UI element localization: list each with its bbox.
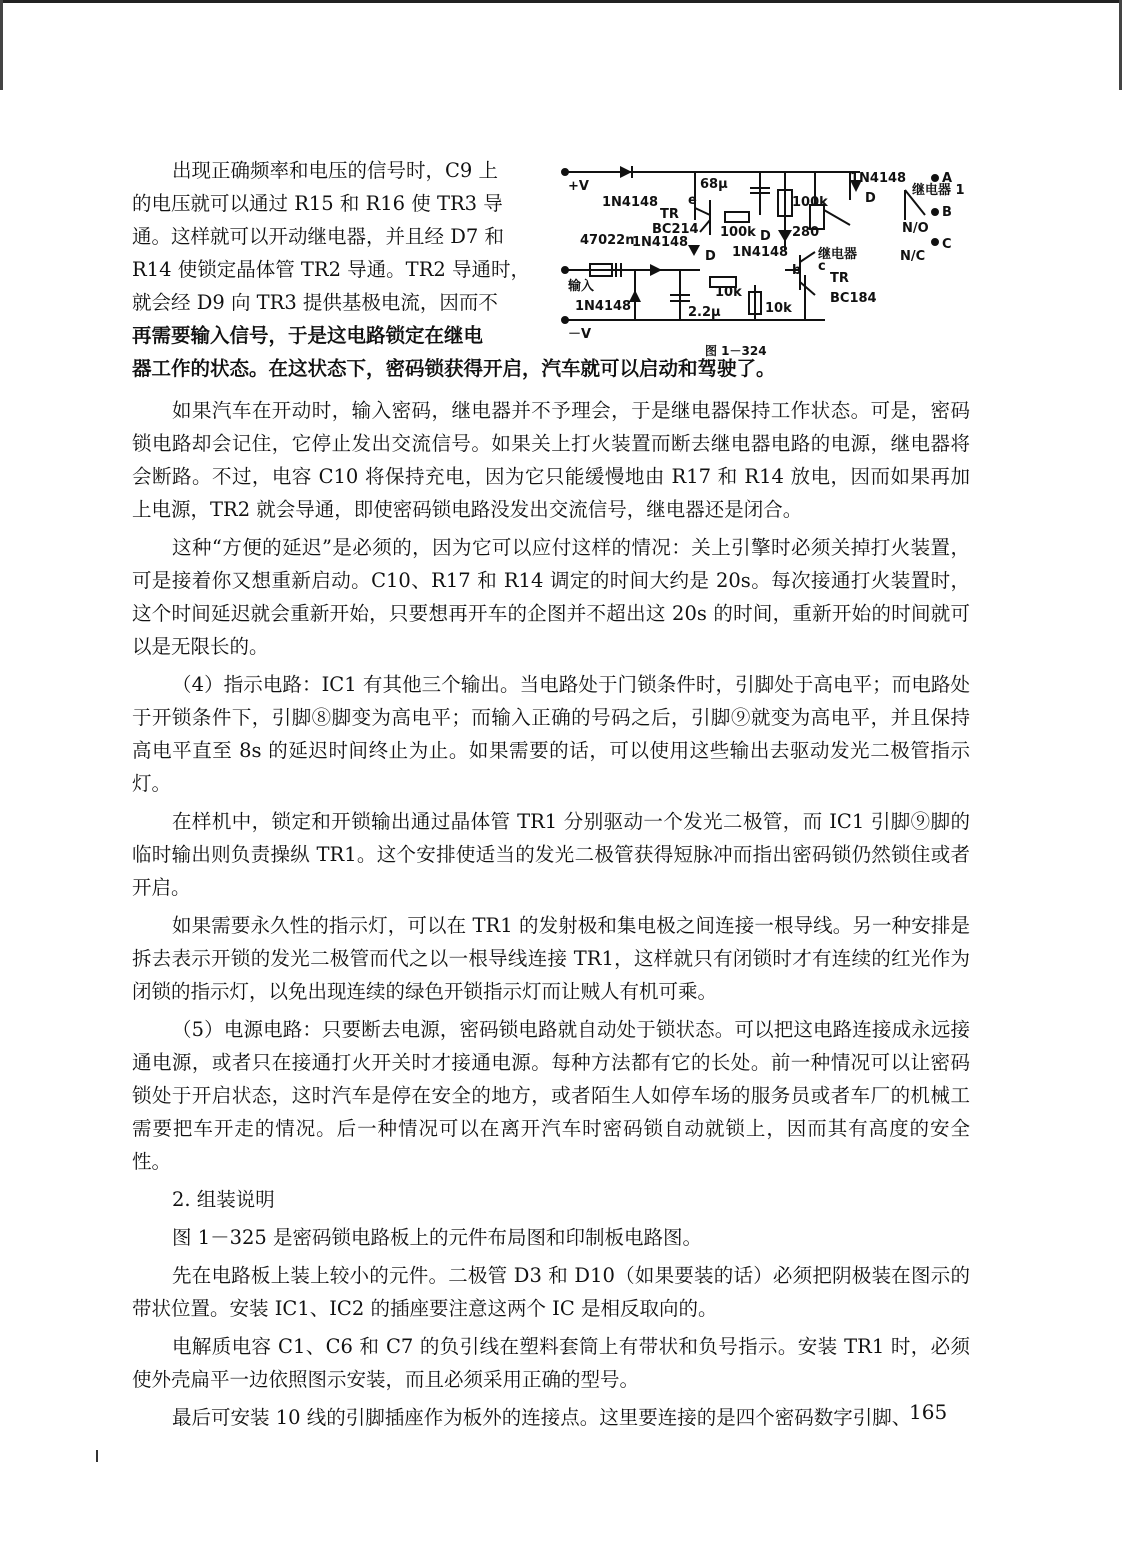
label-d-in: 1N4148 bbox=[575, 299, 632, 314]
circuit-diagram bbox=[560, 160, 980, 360]
paragraph: 如果需要永久性的指示灯，可以在 TR1 的发射极和集电极之间连接一根导线。另一种安排是拆去表示开锁的发光二极管而代之以一根导线连接 TR1，这样就只有闭锁时才有连续的红光作为闭锁的指示灯，以免出现连续的绿色开锁指示灯而让贼人有机可乘。 bbox=[132, 914, 970, 1003]
intro-line: 就会经 D9 向 TR3 提供基极电流，因而不 bbox=[132, 291, 498, 314]
paragraph: 电解质电容 C1、C6 和 C7 的负引线在塑料套筒上有带状和负号指示。安装 TR1 时，必须使外壳扁平一边依照图示安装，而且必须采用正确的型号。 bbox=[132, 1335, 970, 1391]
paragraph: 最后可安装 10 线的引脚插座作为板外的连接点。这里要连接的是四个密码数字引脚、 bbox=[172, 1406, 912, 1429]
label-b: B bbox=[942, 205, 952, 220]
section-heading: 2. 组装说明 bbox=[172, 1188, 275, 1211]
label-b-pin: b bbox=[792, 263, 802, 278]
label-relay: 继电器 bbox=[818, 247, 858, 262]
label-minus-v: －V bbox=[568, 327, 592, 340]
label-cap1: 47022n bbox=[580, 233, 635, 248]
circuit-svg bbox=[560, 160, 980, 340]
label-a: A bbox=[942, 171, 953, 186]
intro-line: R14 使锁定晶体管 TR2 导通。TR2 导通时， bbox=[132, 258, 530, 281]
label-tr-bottom: TR bbox=[830, 271, 849, 286]
paragraph: 这种“方便的延迟”是必须的，因为它可以应付这样的情况：关上引擎时必须关掉打火装置，可是接着你又想重新启动。C10、R17 和 R14 调定的时间大约是 20s。每次接通打火装置时，这个时间延迟就会重新开始，只要想再开车的企图并不超出这 20s 的时间，重新开始的时间就可以是无限长的。 bbox=[132, 536, 970, 658]
intro-line: 的电压就可以通过 R15 和 R16 使 TR3 导 bbox=[132, 192, 503, 215]
label-cap2: 2.2μ bbox=[688, 305, 721, 320]
figure-caption: 图 1－324 bbox=[705, 344, 767, 358]
paragraph: 先在电路板上装上较小的元件。二极管 D3 和 D10（如果要装的话）必须把阴极装在图示的带状位置。安装 IC1、IC2 的插座要注意这两个 IC 是相反取向的。 bbox=[132, 1264, 970, 1320]
intro-line: 再需要输入信号，于是这电路锁定在继电 bbox=[132, 324, 484, 347]
page-number: 165 bbox=[909, 1400, 948, 1424]
paragraph: 如果汽车在开动时，输入密码，继电器并不予理会，于是继电器保持工作状态。可是，密码锁电路却会记住，它停止发出交流信号。如果关上打火装置而断去继电器电路的电源，继电器将会断路。不过，电容 C10 将保持充电，因为它只能缓慢地由 R17 和 R14 放电，因而如果再加上电源，TR2 就会导通，即使密码锁电路没发出交流信号，继电器还是闭合。 bbox=[132, 399, 970, 521]
label-tr-top: TR bbox=[660, 207, 679, 222]
label-r-10k-a: 10k bbox=[715, 285, 742, 300]
intro-line: 出现正确频率和电压的信号时，C9 上 bbox=[172, 159, 499, 182]
label-r-100k-a: 100k bbox=[792, 195, 828, 210]
label-input: 输入 bbox=[568, 279, 595, 294]
label-c-pin: c bbox=[818, 259, 826, 274]
paragraph: （5）电源电路：只要断去电源，密码锁电路就自动处于锁状态。可以把这电路连接成永远接通电源，或者只在接通打火开关时才接通电源。每种方法都有它的长处。前一种情况可以让密码锁处于开启状态，这时汽车是停在安全的地方，或者陌生人如停车场的服务员或者车厂的机械工需要把车开走的情况。后一种情况可以在离开汽车时密码锁自动就锁上，因而其有高度的安全性。 bbox=[132, 1018, 970, 1173]
label-d-top: 1N4148 bbox=[602, 195, 659, 210]
label-d3: D bbox=[865, 191, 876, 206]
label-d1: D bbox=[760, 229, 771, 244]
label-r-100k-b: 100k bbox=[720, 225, 756, 240]
label-d2: D bbox=[705, 249, 716, 264]
intro-paragraph bbox=[132, 154, 542, 352]
label-no: N/O bbox=[902, 221, 929, 236]
intro-tail-line: 器工作的状态。在这状态下，密码锁获得开启，汽车就可以启动和驾驶了。 bbox=[132, 357, 776, 380]
page-left-edge bbox=[0, 0, 3, 90]
body-text bbox=[132, 394, 970, 1439]
label-c: C bbox=[942, 237, 952, 252]
paragraph: （4）指示电路：IC1 有其他三个输出。当电路处于门锁条件时，引脚处于高电平；而电路处于开锁条件下，引脚⑧脚变为高电平；而输入正确的号码之后，引脚⑨就变为高电平，并且保持高电平直至 8s 的延迟时间终止为止。如果需要的话，可以使用这些输出去驱动发光二极管指示灯。 bbox=[132, 673, 970, 795]
label-r-68: 68μ bbox=[700, 177, 728, 192]
intro-line: 通。这样就可以开动继电器，并且经 D7 和 bbox=[132, 225, 504, 248]
label-d-right: 1N4148 bbox=[732, 245, 789, 260]
label-d-mid: 1N4148 bbox=[632, 235, 689, 250]
paragraph: 图 1－325 是密码锁电路板上的元件布局图和印制板电路图。 bbox=[172, 1226, 703, 1249]
label-e: e bbox=[688, 193, 697, 208]
label-relay1: 继电器 1 bbox=[912, 183, 965, 198]
scan-edge-mark bbox=[96, 1450, 98, 1462]
label-tr-top-model: BC214 bbox=[652, 222, 699, 237]
label-tr-bottom-model: BC184 bbox=[830, 291, 877, 306]
label-d-relay: 1N4148 bbox=[850, 171, 907, 186]
label-plus-v: +V bbox=[568, 179, 589, 194]
label-r-280: 280 bbox=[792, 225, 820, 240]
page-top-edge bbox=[0, 0, 1122, 3]
paragraph: 在样机中，锁定和开锁输出通过晶体管 TR1 分别驱动一个发光二极管，而 IC1 引脚⑨脚的临时输出则负责操纵 TR1。这个安排使适当的发光二极管获得短脉冲而指出密码锁仍然锁住或者开启。 bbox=[132, 810, 970, 899]
label-nc: N/C bbox=[900, 249, 926, 264]
label-r-10k-b: 10k bbox=[765, 301, 792, 316]
